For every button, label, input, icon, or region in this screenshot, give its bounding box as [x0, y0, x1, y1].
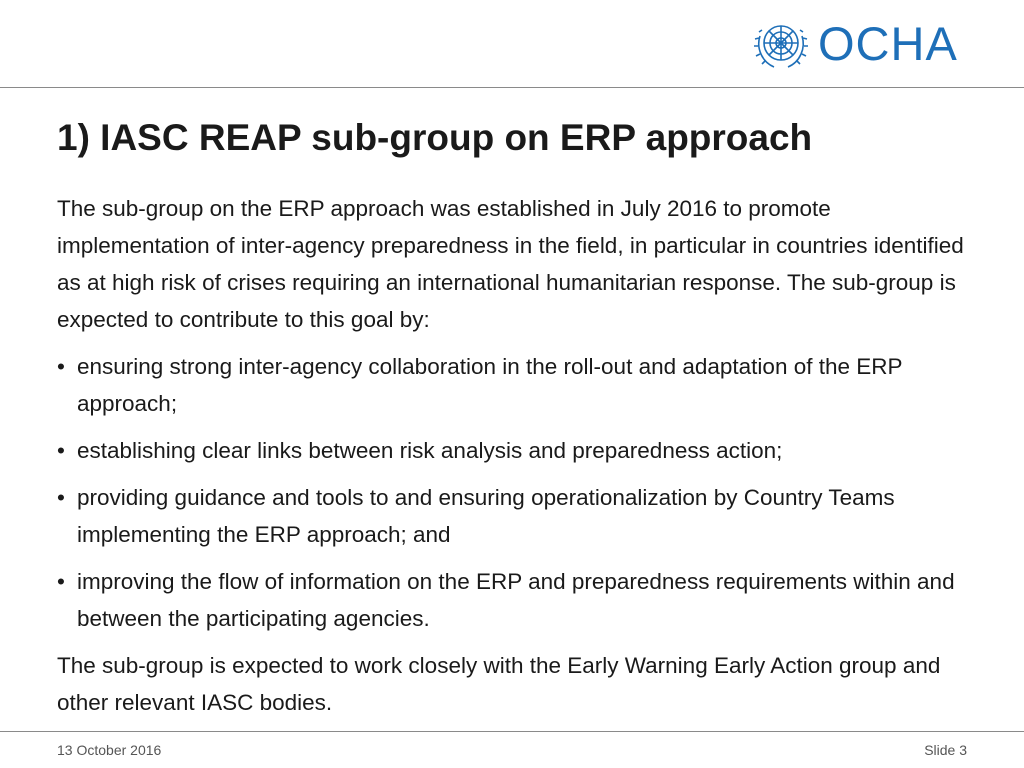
bullet-list — [57, 348, 977, 637]
list-item-text: ensuring strong inter-agency collaboration in the roll-out and adaptation of the ERP approach; — [77, 354, 903, 416]
footer-date: 13 October 2016 — [57, 742, 162, 758]
footer-divider — [0, 731, 1024, 732]
list-item — [57, 563, 977, 637]
bullet-icon: • — [57, 438, 65, 463]
list-item-text: improving the flow of information on the ERP and preparedness requirements within and between the participating agencies. — [77, 569, 955, 631]
list-item — [57, 479, 977, 553]
slide-body — [57, 190, 977, 731]
un-emblem-icon — [752, 14, 810, 72]
list-item-text: establishing clear links between risk analysis and preparedness action; — [77, 438, 783, 463]
list-item-text: providing guidance and tools to and ensuring operationalization by Country Teams implementing the ERP approach; and — [77, 485, 895, 547]
bullet-icon: • — [57, 569, 65, 594]
header-divider — [0, 87, 1024, 88]
slide-number: Slide 3 — [924, 742, 967, 758]
bullet-icon: • — [57, 485, 65, 510]
list-item — [57, 348, 977, 422]
intro-paragraph: The sub-group on the ERP approach was established in July 2016 to promote implementation of inter-agency preparedness in the field, in particular in countries identified as at high risk of crises requiring an international humanitarian response. The sub-group is expected to contribute to this goal by: — [57, 196, 964, 332]
closing-paragraph: The sub-group is expected to work closely with the Early Warning Early Action group and other relevant IASC bodies. — [57, 653, 941, 715]
list-item — [57, 432, 977, 469]
ocha-logo — [752, 14, 958, 72]
bullet-icon: • — [57, 354, 65, 379]
slide-title: 1) IASC REAP sub-group on ERP approach — [57, 117, 813, 158]
logo-text: OCHA — [818, 16, 958, 70]
